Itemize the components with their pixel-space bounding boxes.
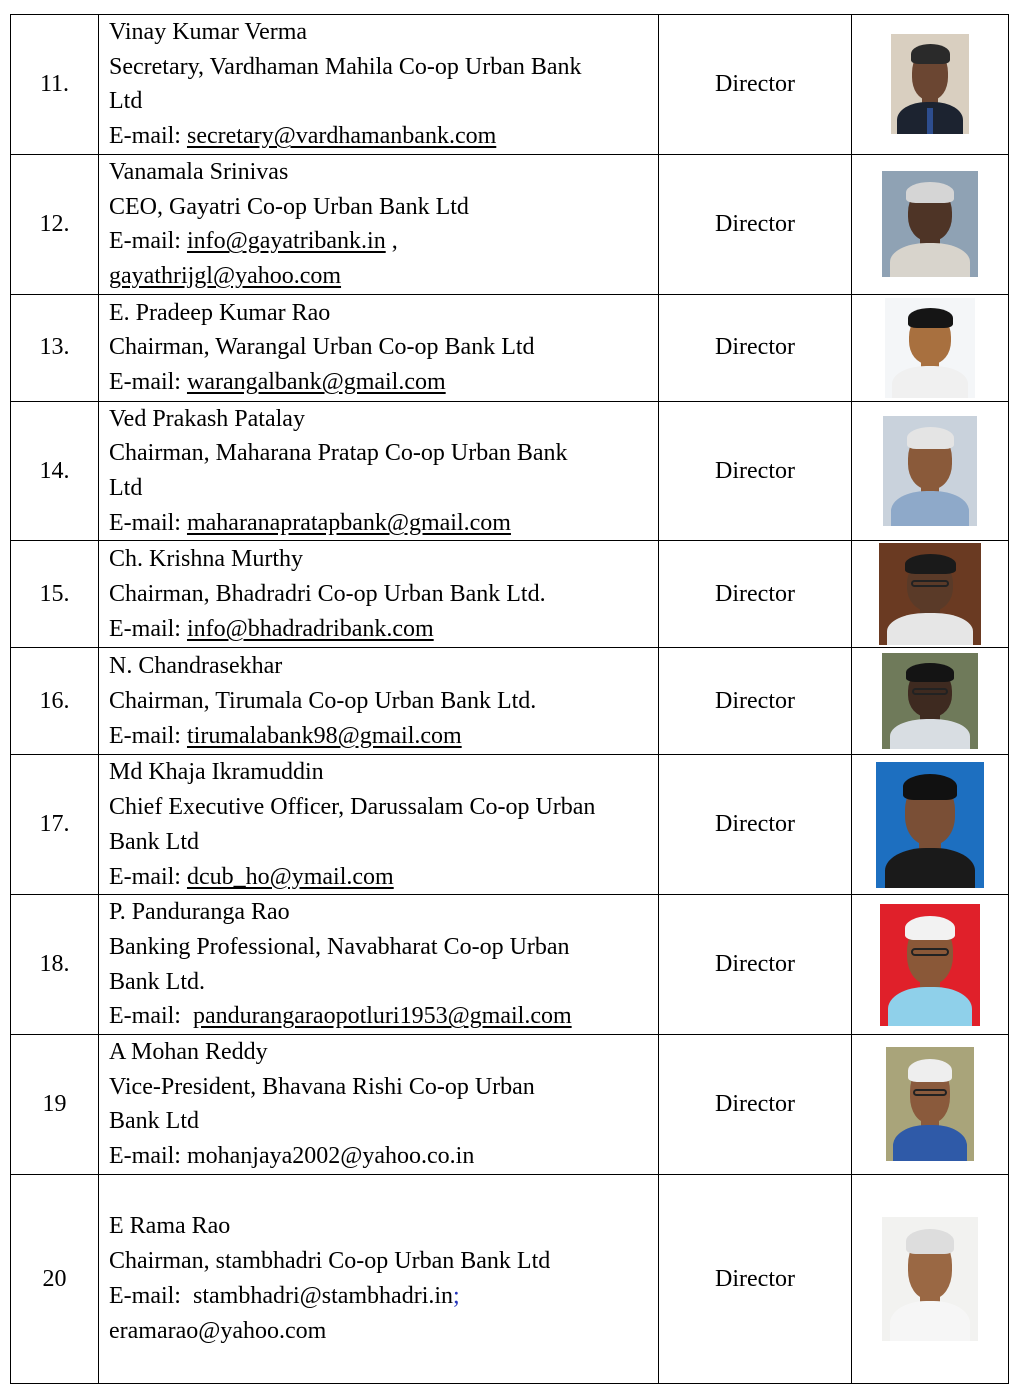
- email-link[interactable]: maharanapratapbank@gmail.com: [186, 509, 511, 536]
- member-position: Bank Ltd: [109, 828, 199, 855]
- email-link[interactable]: warangalbank@gmail.com: [186, 368, 446, 395]
- email-label: E-mail:: [109, 615, 187, 642]
- email-label: E-mail:: [109, 228, 187, 255]
- table-row: [11, 895, 1009, 1035]
- directors-table: [10, 14, 1009, 1384]
- table-row: [11, 294, 1009, 401]
- row-number: 17.: [11, 755, 99, 895]
- row-number: 12.: [11, 154, 99, 294]
- portrait-hair: [907, 427, 954, 449]
- row-number: 15.: [11, 541, 99, 648]
- member-name: Md Khaja Ikramuddin: [109, 759, 324, 786]
- portrait-hair: [906, 663, 954, 682]
- member-details: [99, 1035, 659, 1175]
- member-role: Director: [659, 154, 852, 294]
- portrait-icon: [876, 762, 984, 888]
- member-name: P. Panduranga Rao: [109, 899, 290, 926]
- portrait-clothing: [890, 243, 971, 277]
- member-details: [99, 648, 659, 755]
- member-name: Vanamala Srinivas: [109, 158, 289, 185]
- member-details: [99, 154, 659, 294]
- table-row: [11, 648, 1009, 755]
- photo-cell: [852, 154, 1009, 294]
- member-position: Vice-President, Bhavana Rishi Co-op Urban: [109, 1073, 535, 1100]
- member-details: [99, 401, 659, 541]
- member-position: Bank Ltd: [109, 1108, 199, 1135]
- portrait-icon: [882, 1217, 978, 1341]
- email-label: E-mail:: [109, 509, 187, 536]
- email-link[interactable]: info@bhadradribank.com: [186, 615, 434, 642]
- email-link[interactable]: gayathrijgl@yahoo.com: [109, 262, 342, 289]
- member-details: [99, 541, 659, 648]
- portrait-icon: [883, 416, 977, 526]
- email-line-continued: [109, 259, 652, 294]
- member-name: E Rama Rao: [109, 1213, 231, 1240]
- member-position: Chief Executive Officer, Darussalam Co-op Urban: [109, 794, 596, 821]
- portrait-clothing: [892, 366, 968, 398]
- member-name: Ved Prakash Patalay: [109, 405, 305, 432]
- table-row: [11, 1174, 1009, 1383]
- row-number: 13.: [11, 294, 99, 401]
- email-separator: ;: [453, 1282, 460, 1309]
- member-position: Chairman, Maharana Pratap Co-op Urban Bank: [109, 440, 568, 467]
- email-text: stambhadri@stambhadri.in: [192, 1282, 454, 1309]
- table-row: [11, 154, 1009, 294]
- photo-cell: [852, 15, 1009, 155]
- email-line: [109, 365, 652, 400]
- member-name: Ch. Krishna Murthy: [109, 546, 303, 573]
- portrait-icon: [879, 543, 981, 645]
- email-label: E-mail:: [109, 368, 187, 395]
- member-position: Ltd: [109, 475, 143, 502]
- member-position: Banking Professional, Navabharat Co-op Urban: [109, 933, 570, 960]
- member-position: Chairman, stambhadri Co-op Urban Bank Ltd: [109, 1248, 551, 1275]
- member-name: A Mohan Reddy: [109, 1039, 268, 1066]
- row-number: 20: [11, 1174, 99, 1383]
- member-position: Chairman, Tirumala Co-op Urban Bank Ltd.: [109, 688, 537, 715]
- member-role: Director: [659, 895, 852, 1035]
- portrait-icon: [882, 171, 978, 277]
- member-position: Bank Ltd.: [109, 968, 205, 995]
- portrait-clothing: [885, 848, 976, 888]
- email-label: E-mail:: [109, 1003, 193, 1030]
- member-name: E. Pradeep Kumar Rao: [109, 299, 331, 326]
- member-position: Secretary, Vardhaman Mahila Co-op Urban Bank: [109, 53, 582, 80]
- email-link[interactable]: pandurangaraopotluri1953@gmail.com: [192, 1003, 572, 1030]
- email-text: eramarao@yahoo.com: [109, 1317, 327, 1344]
- member-details: [99, 895, 659, 1035]
- email-link[interactable]: secretary@vardhamanbank.com: [186, 123, 497, 150]
- email-label: E-mail:: [109, 1282, 193, 1309]
- member-role: Director: [659, 294, 852, 401]
- portrait-hair: [903, 774, 957, 799]
- portrait-glasses: [911, 580, 950, 587]
- member-role: Director: [659, 648, 852, 755]
- member-details: [99, 15, 659, 155]
- email-line: [109, 719, 652, 754]
- member-position: Ltd: [109, 88, 143, 115]
- email-text: mohanjaya2002@yahoo.co.in: [186, 1143, 475, 1170]
- portrait-clothing: [893, 1125, 967, 1161]
- email-line: [109, 1139, 652, 1174]
- portrait-tie: [927, 108, 933, 134]
- row-number: 11.: [11, 15, 99, 155]
- email-link[interactable]: info@gayatribank.in: [186, 228, 386, 255]
- email-label: E-mail:: [109, 1143, 187, 1170]
- table-row: [11, 15, 1009, 155]
- email-line-continued: [109, 1314, 652, 1349]
- member-position: Chairman, Bhadradri Co-op Urban Bank Ltd.: [109, 581, 546, 608]
- table-row: [11, 755, 1009, 895]
- photo-cell: [852, 1174, 1009, 1383]
- photo-cell: [852, 294, 1009, 401]
- table-row: [11, 541, 1009, 648]
- portrait-hair: [906, 1229, 954, 1254]
- member-position: CEO, Gayatri Co-op Urban Bank Ltd: [109, 193, 469, 220]
- member-details: [99, 755, 659, 895]
- member-role: Director: [659, 15, 852, 155]
- member-name: N. Chandrasekhar: [109, 653, 283, 680]
- email-line: [109, 860, 652, 895]
- email-link[interactable]: dcub_ho@ymail.com: [186, 863, 394, 890]
- email-line: [109, 1279, 652, 1314]
- row-number: 19: [11, 1035, 99, 1175]
- row-number: 14.: [11, 401, 99, 541]
- portrait-hair: [905, 554, 956, 574]
- member-position: Chairman, Warangal Urban Co-op Bank Ltd: [109, 334, 535, 361]
- portrait-icon: [886, 1047, 974, 1161]
- member-name: Vinay Kumar Verma: [109, 19, 308, 45]
- row-number: 16.: [11, 648, 99, 755]
- photo-cell: [852, 895, 1009, 1035]
- email-link[interactable]: tirumalabank98@gmail.com: [186, 722, 462, 749]
- portrait-clothing: [890, 1301, 971, 1341]
- member-role: Director: [659, 401, 852, 541]
- table-row: [11, 401, 1009, 541]
- portrait-hair: [908, 308, 953, 328]
- portrait-clothing: [887, 613, 973, 646]
- member-role: Director: [659, 755, 852, 895]
- row-number: 18.: [11, 895, 99, 1035]
- email-line: [109, 612, 652, 647]
- photo-cell: [852, 401, 1009, 541]
- email-line: [109, 506, 652, 541]
- email-line: [109, 224, 652, 259]
- portrait-glasses: [911, 948, 949, 957]
- email-text: ,: [385, 228, 398, 255]
- portrait-clothing: [891, 491, 970, 526]
- directors-table-body: [11, 15, 1009, 1384]
- photo-cell: [852, 541, 1009, 648]
- portrait-glasses: [913, 1089, 946, 1097]
- email-line: [109, 119, 652, 154]
- portrait-clothing: [888, 987, 972, 1026]
- email-label: E-mail:: [109, 722, 187, 749]
- table-row: [11, 1035, 1009, 1175]
- portrait-clothing: [890, 719, 971, 750]
- email-label: E-mail:: [109, 123, 187, 150]
- member-details: [99, 294, 659, 401]
- portrait-icon: [882, 653, 978, 749]
- portrait-hair: [911, 44, 950, 64]
- portrait-icon: [891, 34, 969, 134]
- member-role: Director: [659, 541, 852, 648]
- member-role: Director: [659, 1174, 852, 1383]
- photo-cell: [852, 648, 1009, 755]
- portrait-hair: [908, 1059, 952, 1082]
- portrait-hair: [905, 916, 955, 940]
- email-label: E-mail:: [109, 863, 187, 890]
- member-role: Director: [659, 1035, 852, 1175]
- portrait-icon: [885, 298, 975, 398]
- email-line: [109, 999, 652, 1034]
- photo-cell: [852, 755, 1009, 895]
- portrait-icon: [880, 904, 980, 1026]
- member-details: [99, 1174, 659, 1383]
- portrait-hair: [906, 182, 954, 203]
- portrait-glasses: [912, 688, 948, 695]
- photo-cell: [852, 1035, 1009, 1175]
